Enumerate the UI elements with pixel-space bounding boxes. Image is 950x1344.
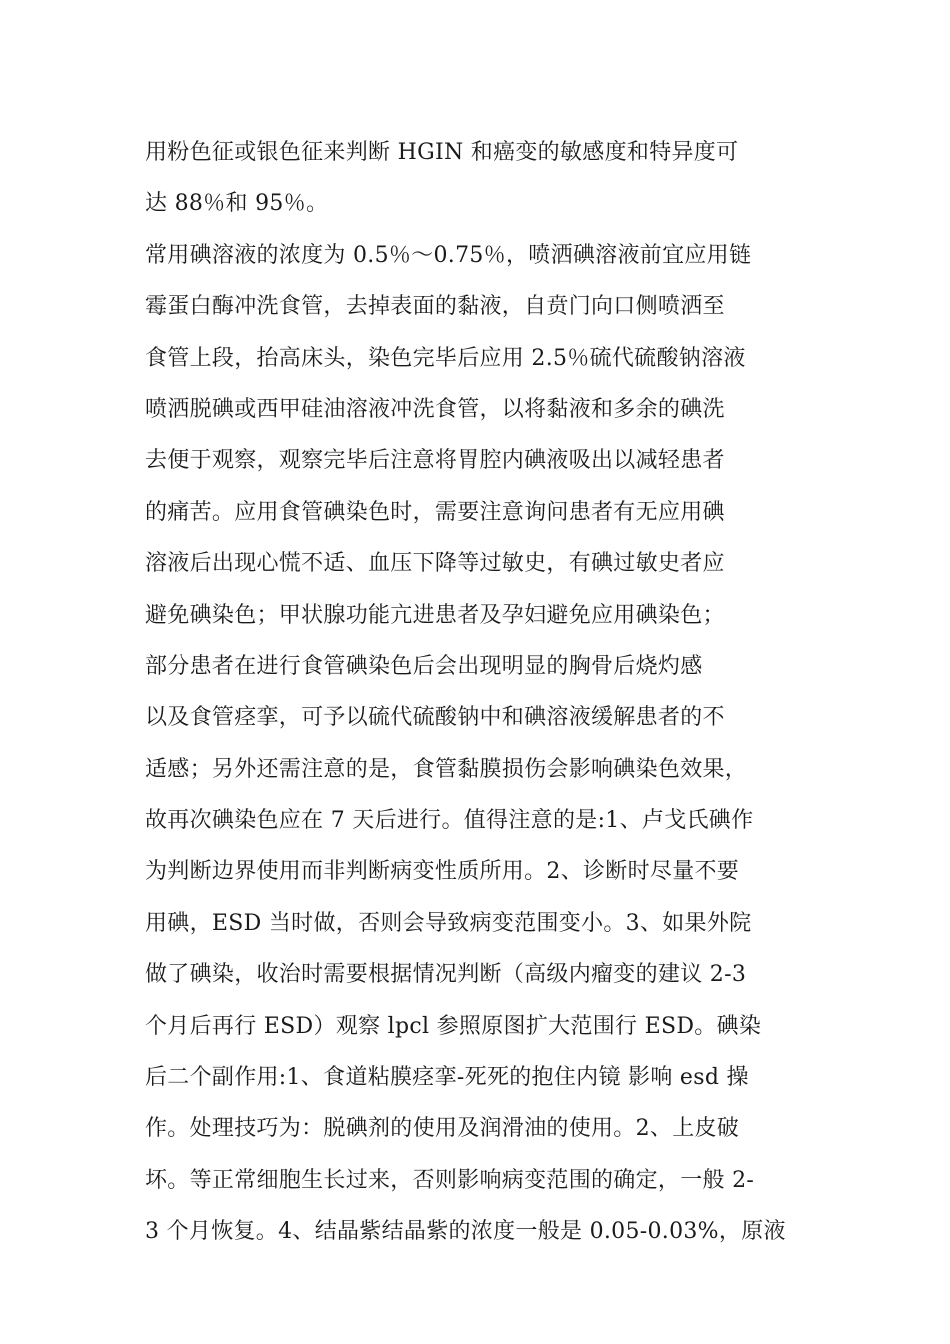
text-line: 常用碘溶液的浓度为 0.5％～0.75％，喷洒碘溶液前宜应用链 (145, 242, 752, 268)
text-line: 去便于观察，观察完毕后注意将胃腔内碘液吸出以减轻患者 (145, 448, 725, 474)
text-line: 适感；另外还需注意的是，食管黏膜损伤会影响碘染色效果， (145, 756, 748, 782)
text-line: 为判断边界使用而非判断病变性质所用。2、诊断时尽量不要 (145, 859, 740, 885)
text-line: 溶液后出现心慌不适、血压下降等过敏史，有碘过敏史者应 (145, 551, 725, 577)
text-line: 做了碘染，收治时需要根据情况判断（高级内瘤变的建议 2-3 (145, 962, 747, 988)
text-line: 喷洒脱碘或西甲硅油溶液冲洗食管，以将黏液和多余的碘洗 (145, 396, 725, 422)
text-line: 用粉色征或银色征来判断 HGIN 和癌变的敏感度和特异度可 (145, 140, 739, 165)
text-line: 避免碘染色；甲状腺功能亢进患者及孕妇避免应用碘染色； (145, 602, 725, 628)
text-line: 达 88％和 95％。 (145, 191, 329, 217)
text-line: 用碘，ESD 当时做，否则会导致病变范围变小。3、如果外院 (145, 910, 752, 936)
text-line: 霉蛋白酶冲洗食管，去掉表面的黏液，自贲门向口侧喷洒至 (145, 294, 725, 320)
text-line: 以及食管痉挛，可予以硫代硫酸钠中和碘溶液缓解患者的不 (145, 705, 725, 731)
body-text (145, 127, 815, 1258)
text-line: 食管上段，抬高床头，染色完毕后应用 2.5％硫代硫酸钠溶液 (145, 345, 746, 371)
text-line: 3 个月恢复。4、结晶紫结晶紫的浓度一般是 0.05-0.03%，原液 (145, 1219, 786, 1245)
text-line: 作。处理技巧为：脱碘剂的使用及润滑油的使用。2、上皮破 (145, 1116, 740, 1142)
text-line: 的痛苦。应用食管碘染色时，需要注意询问患者有无应用碘 (145, 499, 725, 525)
text-line: 个月后再行 ESD）观察 lpcl 参照原图扩大范围行 ESD。碘染 (145, 1013, 762, 1039)
text-line: 故再次碘染色应在 7 天后进行。值得注意的是:1、卢戈氏碘作 (145, 808, 754, 834)
text-line: 后二个副作用:1、食道粘膜痉挛-死死的抱住内镜 影响 esd 操 (145, 1065, 749, 1091)
text-line: 坏。等正常细胞生长过来，否则影响病变范围的确定，一般 2- (145, 1167, 755, 1193)
text-line: 部分患者在进行食管碘染色后会出现明显的胸骨后烧灼感 (145, 653, 703, 679)
